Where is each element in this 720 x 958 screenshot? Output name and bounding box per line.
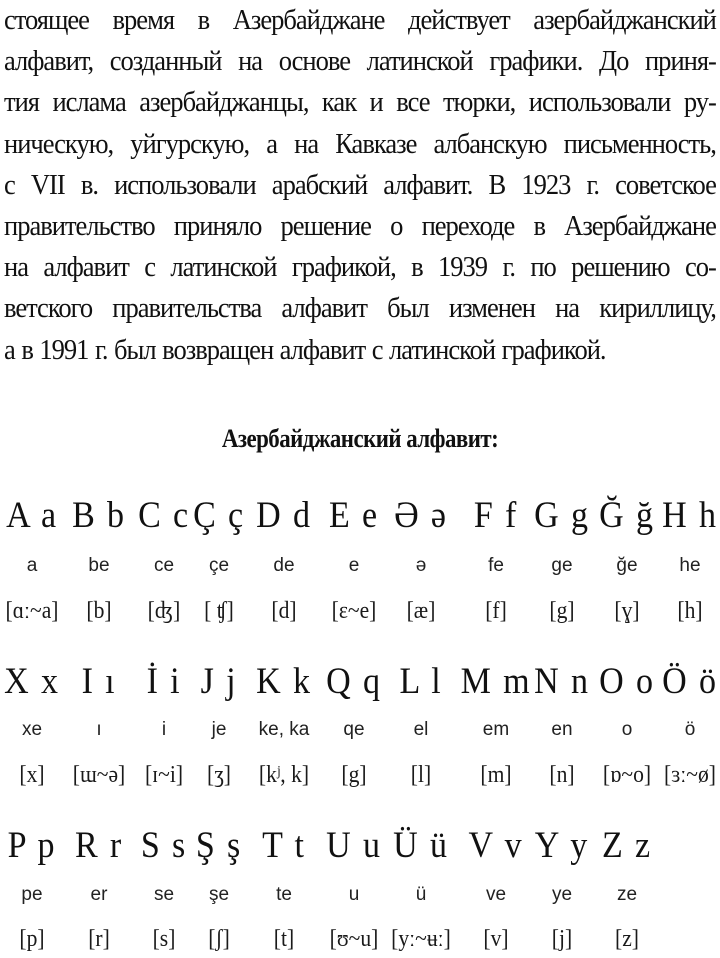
letter-ipa: [yː~ʉː] bbox=[391, 926, 451, 952]
letter-name: ye bbox=[551, 884, 573, 905]
letter-glyph: H h bbox=[662, 495, 718, 536]
letter-glyph: K k bbox=[256, 661, 312, 702]
letter-ipa: [ɯ~ə] bbox=[72, 762, 126, 788]
letter-name: çe bbox=[208, 555, 230, 576]
letter-name: ı bbox=[96, 719, 102, 740]
letter-name: ö bbox=[684, 719, 696, 740]
letter-name: xe bbox=[21, 719, 43, 740]
letter-glyph: Ğ ğ bbox=[599, 495, 655, 536]
letter-glyph: Q q bbox=[326, 661, 382, 702]
letter-name: ge bbox=[551, 555, 573, 576]
letter-glyph: D d bbox=[256, 495, 312, 536]
letter-name: ze bbox=[616, 884, 638, 905]
letter-name: i bbox=[161, 719, 167, 740]
letter-name: te bbox=[276, 884, 292, 905]
letter-ipa: [kʲ, k] bbox=[258, 762, 310, 788]
letter-glyph: N n bbox=[534, 661, 590, 702]
letter-ipa: [ɪ~i] bbox=[144, 762, 184, 788]
letter-name: er bbox=[90, 884, 108, 905]
alphabet-heading: Азербайджанский алфавит: bbox=[221, 424, 499, 453]
letter-name: a bbox=[26, 555, 38, 576]
letter-ipa: [æ] bbox=[406, 598, 436, 624]
paragraph-line: ническую, уйгурскую, а на Кавказе албанскую письменность, bbox=[4, 127, 716, 160]
letter-name: e bbox=[348, 555, 360, 576]
letter-glyph: Z z bbox=[602, 825, 652, 866]
letter-ipa: [ɒ~o] bbox=[602, 762, 652, 788]
letter-name: ü bbox=[415, 884, 427, 905]
letter-ipa: [b] bbox=[86, 598, 112, 624]
letter-glyph: Ü ü bbox=[393, 825, 449, 866]
letter-glyph: E e bbox=[329, 495, 379, 536]
letter-ipa: [g] bbox=[549, 598, 575, 624]
letter-glyph: Ş ş bbox=[195, 825, 243, 866]
letter-name: be bbox=[88, 555, 110, 576]
letter-name: el bbox=[413, 719, 429, 740]
letter-ipa: [ʤ] bbox=[147, 598, 181, 624]
letter-ipa: [t] bbox=[273, 926, 295, 952]
letter-glyph: I ı bbox=[81, 661, 117, 702]
letter-name: pe bbox=[21, 884, 43, 905]
letter-glyph: G g bbox=[534, 495, 590, 536]
letter-glyph: T t bbox=[262, 825, 306, 866]
letter-glyph: C c bbox=[138, 495, 190, 536]
letter-glyph: Ç ç bbox=[193, 495, 245, 536]
letter-glyph: Y y bbox=[534, 825, 590, 866]
letter-glyph: P p bbox=[7, 825, 57, 866]
paragraph-line: а в 1991 г. был возвращен алфавит с латинской графикой. bbox=[4, 333, 606, 366]
letter-ipa: [g] bbox=[341, 762, 367, 788]
letter-name: en bbox=[551, 719, 573, 740]
letter-glyph: O o bbox=[599, 661, 655, 702]
letter-ipa: [r] bbox=[88, 926, 110, 952]
letter-glyph: F f bbox=[473, 495, 519, 536]
letter-glyph: J j bbox=[200, 661, 238, 702]
letter-name: de bbox=[273, 555, 295, 576]
letter-glyph: U u bbox=[326, 825, 382, 866]
letter-glyph: V v bbox=[468, 825, 524, 866]
paragraph-line: алфавит, созданный на основе латинской графики. До приня- bbox=[4, 45, 716, 78]
letter-ipa: [x] bbox=[19, 762, 45, 788]
letter-name: se bbox=[153, 884, 175, 905]
letter-glyph: İ i bbox=[146, 661, 182, 702]
letter-glyph: M m bbox=[460, 661, 532, 702]
letter-ipa: [d] bbox=[271, 598, 297, 624]
letter-glyph: Ə ə bbox=[394, 495, 448, 536]
letter-name: je bbox=[211, 719, 227, 740]
letter-ipa: [ʊ~u] bbox=[329, 926, 379, 952]
letter-name: ke, ka bbox=[258, 719, 310, 740]
letter-name: ğe bbox=[616, 555, 638, 576]
letter-ipa: [v] bbox=[483, 926, 509, 952]
paragraph-line: правительство приняло решение о переходе в Азербайджане bbox=[4, 209, 716, 242]
letter-name: ce bbox=[153, 555, 175, 576]
letter-name: o bbox=[621, 719, 633, 740]
letter-name: em bbox=[482, 719, 510, 740]
letter-glyph: L l bbox=[399, 661, 443, 702]
letter-ipa: [f] bbox=[485, 598, 507, 624]
letter-ipa: [ ʧ] bbox=[204, 598, 234, 624]
letter-ipa: [s] bbox=[152, 926, 176, 952]
letter-ipa: [ɑː~a] bbox=[5, 598, 59, 624]
letter-glyph: X x bbox=[4, 661, 60, 702]
paragraph-line: на алфавит с латинской графикой, в 1939 г. по решению со- bbox=[4, 251, 716, 284]
letter-ipa: [z] bbox=[615, 926, 639, 952]
letter-name: şe bbox=[208, 884, 230, 905]
letter-name: he bbox=[679, 555, 701, 576]
letter-ipa: [ʃ] bbox=[208, 926, 230, 952]
letter-ipa: [p] bbox=[19, 926, 45, 952]
letter-name: fe bbox=[488, 555, 504, 576]
letter-glyph: S s bbox=[140, 825, 188, 866]
letter-ipa: [ʒ] bbox=[207, 762, 231, 788]
letter-name: u bbox=[348, 884, 360, 905]
letter-ipa: [l] bbox=[410, 762, 432, 788]
letter-ipa: [h] bbox=[677, 598, 703, 624]
letter-ipa: [j] bbox=[551, 926, 573, 952]
paragraph-line: с VII в. использовали арабский алфавит. В 1923 г. советское bbox=[4, 168, 716, 201]
letter-ipa: [n] bbox=[549, 762, 575, 788]
paragraph-line: ветского правительства алфавит был изменен на кириллицу, bbox=[4, 292, 716, 325]
letter-name: qe bbox=[343, 719, 365, 740]
paragraph-line: стоящее время в Азербайджане действует азербайджанский bbox=[4, 4, 716, 36]
letter-ipa: [m] bbox=[480, 762, 512, 788]
letter-ipa: [ɜː~ø] bbox=[664, 762, 716, 788]
letter-ipa: [ɛ~e] bbox=[331, 598, 377, 624]
letter-glyph: B b bbox=[72, 495, 126, 536]
letter-glyph: A a bbox=[6, 495, 58, 536]
letter-name: ə bbox=[415, 555, 427, 576]
letter-glyph: R r bbox=[74, 825, 124, 866]
letter-glyph: Ö ö bbox=[662, 661, 718, 702]
letter-name: ve bbox=[485, 884, 507, 905]
paragraph-line: тия ислама азербайджанцы, как и все тюрки, использовали ру- bbox=[4, 86, 716, 119]
letter-ipa: [ɣ] bbox=[614, 598, 640, 624]
